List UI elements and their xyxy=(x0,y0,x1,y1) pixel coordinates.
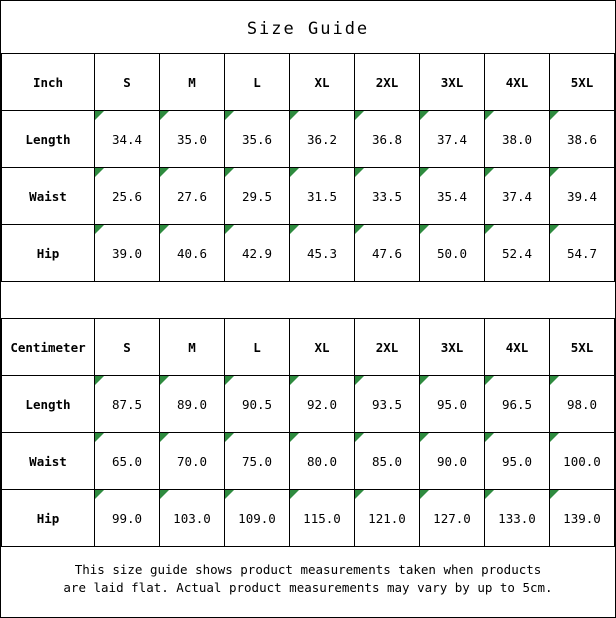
table-row xyxy=(2,168,615,225)
column-header-3xl: 3XL xyxy=(420,319,485,376)
cell-cm-waist-2xl: 85.0 xyxy=(355,433,420,490)
row-header-hip: Hip xyxy=(2,490,95,547)
cell-cm-waist-3xl: 90.0 xyxy=(420,433,485,490)
cell-cm-hip-5xl: 139.0 xyxy=(550,490,615,547)
column-header-l: L xyxy=(225,319,290,376)
cell-inch-hip-xl: 45.3 xyxy=(290,225,355,282)
column-header-4xl: 4XL xyxy=(485,54,550,111)
cell-inch-hip-m: 40.6 xyxy=(160,225,225,282)
column-header-xl: XL xyxy=(290,54,355,111)
cell-inch-waist-xl: 31.5 xyxy=(290,168,355,225)
cell-cm-hip-s: 99.0 xyxy=(95,490,160,547)
cell-cm-length-s: 87.5 xyxy=(95,376,160,433)
table-header-row xyxy=(2,54,615,111)
cell-cm-waist-s: 65.0 xyxy=(95,433,160,490)
cell-cm-hip-l: 109.0 xyxy=(225,490,290,547)
footer-note xyxy=(1,547,615,597)
page-title: Size Guide xyxy=(246,19,370,39)
cell-inch-hip-3xl: 50.0 xyxy=(420,225,485,282)
cell-cm-waist-l: 75.0 xyxy=(225,433,290,490)
cell-cm-hip-2xl: 121.0 xyxy=(355,490,420,547)
cell-inch-waist-3xl: 35.4 xyxy=(420,168,485,225)
cell-cm-hip-4xl: 133.0 xyxy=(485,490,550,547)
row-header-waist: Waist xyxy=(2,433,95,490)
cell-cm-waist-m: 70.0 xyxy=(160,433,225,490)
cell-inch-waist-m: 27.6 xyxy=(160,168,225,225)
unit-header-inch: Inch xyxy=(2,54,95,111)
cell-inch-length-xl: 36.2 xyxy=(290,111,355,168)
column-header-m: M xyxy=(160,54,225,111)
cell-cm-waist-xl: 80.0 xyxy=(290,433,355,490)
column-header-xl: XL xyxy=(290,319,355,376)
cell-inch-hip-2xl: 47.6 xyxy=(355,225,420,282)
table-header-row xyxy=(2,319,615,376)
unit-header-centimeter: Centimeter xyxy=(2,319,95,376)
cell-cm-length-m: 89.0 xyxy=(160,376,225,433)
row-header-length: Length xyxy=(2,376,95,433)
row-header-hip: Hip xyxy=(2,225,95,282)
cell-cm-length-l: 90.5 xyxy=(225,376,290,433)
cell-inch-length-4xl: 38.0 xyxy=(485,111,550,168)
table-row xyxy=(2,225,615,282)
column-header-m: M xyxy=(160,319,225,376)
cell-inch-length-2xl: 36.8 xyxy=(355,111,420,168)
column-header-s: S xyxy=(95,54,160,111)
column-header-s: S xyxy=(95,319,160,376)
footer-note-line-2: are laid flat. Actual product measurements may vary by up to 5cm. xyxy=(63,580,553,595)
footer-note-line-1: This size guide shows product measurements taken when products xyxy=(74,562,542,577)
cell-inch-waist-l: 29.5 xyxy=(225,168,290,225)
cell-inch-length-l: 35.6 xyxy=(225,111,290,168)
cell-cm-waist-5xl: 100.0 xyxy=(550,433,615,490)
cell-cm-waist-4xl: 95.0 xyxy=(485,433,550,490)
column-header-2xl: 2XL xyxy=(355,319,420,376)
cell-inch-hip-5xl: 54.7 xyxy=(550,225,615,282)
cell-inch-length-3xl: 37.4 xyxy=(420,111,485,168)
column-header-4xl: 4XL xyxy=(485,319,550,376)
cell-inch-waist-5xl: 39.4 xyxy=(550,168,615,225)
cell-inch-hip-4xl: 52.4 xyxy=(485,225,550,282)
cell-inch-waist-s: 25.6 xyxy=(95,168,160,225)
cell-cm-hip-3xl: 127.0 xyxy=(420,490,485,547)
table-row xyxy=(2,111,615,168)
column-header-5xl: 5XL xyxy=(550,54,615,111)
table-divider xyxy=(1,282,615,318)
table-row xyxy=(2,433,615,490)
column-header-5xl: 5XL xyxy=(550,319,615,376)
cell-cm-hip-xl: 115.0 xyxy=(290,490,355,547)
cell-cm-length-xl: 92.0 xyxy=(290,376,355,433)
cell-inch-length-s: 34.4 xyxy=(95,111,160,168)
column-header-l: L xyxy=(225,54,290,111)
inch-size-table xyxy=(1,53,615,282)
cell-cm-length-5xl: 98.0 xyxy=(550,376,615,433)
cell-inch-hip-s: 39.0 xyxy=(95,225,160,282)
table-row xyxy=(2,376,615,433)
column-header-2xl: 2XL xyxy=(355,54,420,111)
row-header-length: Length xyxy=(2,111,95,168)
cell-inch-length-m: 35.0 xyxy=(160,111,225,168)
column-header-3xl: 3XL xyxy=(420,54,485,111)
cell-inch-waist-2xl: 33.5 xyxy=(355,168,420,225)
cell-inch-hip-l: 42.9 xyxy=(225,225,290,282)
table-row xyxy=(2,490,615,547)
cell-cm-length-2xl: 93.5 xyxy=(355,376,420,433)
row-header-waist: Waist xyxy=(2,168,95,225)
cell-cm-hip-m: 103.0 xyxy=(160,490,225,547)
cell-inch-length-5xl: 38.6 xyxy=(550,111,615,168)
cell-cm-length-4xl: 96.5 xyxy=(485,376,550,433)
centimeter-size-table xyxy=(1,318,615,547)
cell-inch-waist-4xl: 37.4 xyxy=(485,168,550,225)
cell-cm-length-3xl: 95.0 xyxy=(420,376,485,433)
